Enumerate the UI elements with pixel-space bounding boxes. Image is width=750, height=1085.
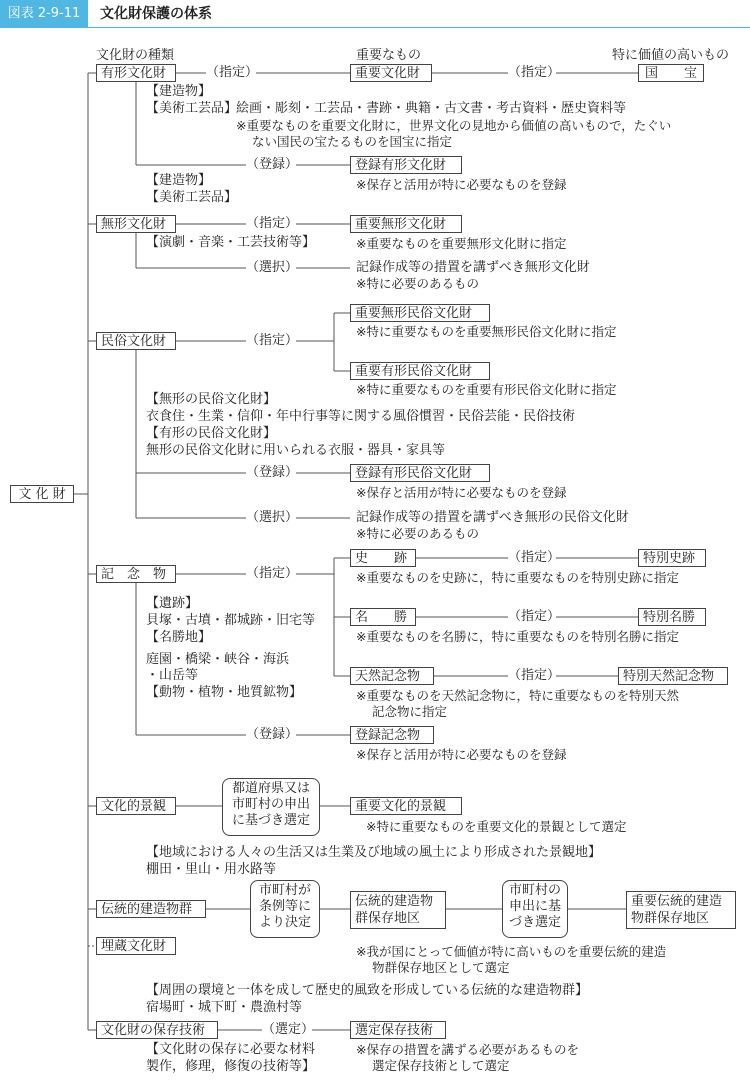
column-most-valuable: 特に価値の高いもの bbox=[612, 48, 730, 63]
folk-cat-intangible: 【無形の民俗文化財】 bbox=[146, 392, 277, 407]
important-preservation-district-line-1: 重要伝統的建造 bbox=[631, 894, 723, 909]
important-intangible-folk-note: ※特に重要なものを重要無形民俗文化財に指定 bbox=[356, 324, 617, 339]
traditional-buildings-box: 伝統的建造物群 bbox=[96, 900, 206, 918]
folk-cat-tangible-items: 無形の民俗文化財に用いられる衣服・器具・家具等 bbox=[146, 443, 446, 458]
landscape-cat-items: 棚田・里山・用水路等 bbox=[146, 862, 277, 877]
important-cultural-property-box: 重要文化財 bbox=[350, 64, 432, 82]
figure-number: 図表 2-9-11 bbox=[0, 0, 88, 28]
conservation-techniques-box: 文化財の保存技術 bbox=[96, 1021, 218, 1039]
scenic-beauty-designate: （指定） bbox=[508, 609, 561, 624]
techniques-cat-2: 製作，修理，修復の技術等】 bbox=[146, 1059, 316, 1074]
tangible-note-2: ない国民の宝たるものを国宝に指定 bbox=[252, 134, 453, 149]
folk-register: （登録） bbox=[246, 465, 299, 480]
historic-site-note: ※重要なものを史跡に，特に重要なものを特別史跡に指定 bbox=[356, 570, 679, 585]
techniques-note-1: ※保存の措置を講ずる必要があるものを bbox=[356, 1042, 579, 1057]
districts-process-2-line-3: づき選定 bbox=[508, 915, 561, 930]
important-tangible-folk-note: ※特に重要なものを重要有形民俗文化財に指定 bbox=[356, 382, 617, 397]
preservation-district-line-1: 伝統的建造物 bbox=[355, 894, 434, 909]
registered-cat-buildings: 【建造物】 bbox=[146, 173, 212, 188]
scenic-beauty-box: 名 勝 bbox=[350, 608, 416, 626]
districts-note-1: ※我が国にとって価値が特に高いものを重要伝統的建造 bbox=[356, 944, 667, 959]
registered-tangible-box: 登録有形文化財 bbox=[350, 156, 462, 174]
tangible-box: 有形文化財 bbox=[96, 64, 176, 82]
special-historic-site-box: 特別史跡 bbox=[638, 549, 706, 567]
districts-process-box-1 bbox=[250, 880, 320, 938]
districts-process-1-line-1: 市町村が bbox=[258, 883, 311, 898]
column-important: 重要なもの bbox=[356, 48, 422, 63]
national-treasure-box: 国 宝 bbox=[638, 64, 704, 82]
registered-tangible-note: ※保存と活用が特に必要なものを登録 bbox=[356, 177, 567, 192]
registered-monument-box: 登録記念物 bbox=[350, 726, 434, 744]
registered-folk-box: 登録有形民俗文化財 bbox=[350, 464, 490, 482]
historic-site-designate: （指定） bbox=[508, 550, 561, 565]
tangible-register: （登録） bbox=[246, 157, 299, 172]
scenic-beauty-note: ※重要なものを名勝に，特に重要なものを特別名勝に指定 bbox=[356, 629, 679, 644]
important-preservation-district-box bbox=[626, 891, 736, 929]
tangible-designate: （指定） bbox=[206, 65, 259, 80]
monuments-cat-nature: 【動物・植物・地質鉱物】 bbox=[146, 685, 303, 700]
important-intangible-folk-box: 重要無形民俗文化財 bbox=[350, 304, 490, 322]
national-treasure-designate: （指定） bbox=[508, 65, 561, 80]
folk-cat-intangible-items: 衣食住・生業・信仰・年中行事等に関する風俗慣習・民俗芸能・民俗技術 bbox=[146, 409, 576, 424]
monuments-cat-scenic-items-1: 庭園・橋梁・峡谷・海浜 bbox=[146, 652, 290, 667]
figure-title: 文化財保護の体系 bbox=[100, 6, 212, 22]
districts-process-1-line-3: より決定 bbox=[258, 915, 311, 930]
landscape-cat: 【地域における人々の生活又は生業及び地域の風土により形成された景観地】 bbox=[146, 845, 602, 860]
intangible-designate: （指定） bbox=[246, 216, 299, 231]
registered-cat-arts: 【美術工芸品】 bbox=[146, 190, 238, 205]
tangible-note-1: ※重要なものを重要文化財に，世界文化の見地から価値の高いもので，たぐい bbox=[236, 118, 672, 133]
root-cultural-properties: 文 化 財 bbox=[10, 485, 74, 503]
techniques-select: （選定） bbox=[262, 1022, 315, 1037]
special-natural-monument-box: 特別天然記念物 bbox=[618, 667, 728, 685]
special-scenic-beauty-box: 特別名勝 bbox=[638, 608, 706, 626]
preservation-district-line-2: 群保存地区 bbox=[355, 911, 421, 926]
historic-site-box: 史 跡 bbox=[350, 549, 416, 567]
monuments-designate: （指定） bbox=[246, 566, 299, 581]
registered-folk-note: ※保存と活用が特に必要なものを登録 bbox=[356, 485, 567, 500]
preservation-district-box bbox=[350, 891, 446, 929]
landscape-process-line-2: 市町村の申出 bbox=[231, 797, 310, 812]
districts-process-2-line-1: 市町村の bbox=[508, 883, 561, 898]
districts-note-2: 物群保存地区として選定 bbox=[372, 960, 510, 975]
intangible-box: 無形文化財 bbox=[96, 215, 176, 233]
districts-process-box-2 bbox=[502, 880, 568, 938]
tangible-cat-arts: 【美術工芸品】 bbox=[146, 101, 238, 116]
intangible-cat: 【演劇・音楽・工芸技術等】 bbox=[146, 235, 316, 250]
important-landscape-note: ※特に重要なものを重要文化的景観として選定 bbox=[366, 819, 627, 834]
monuments-cat-scenic-items-2: ・山岳等 bbox=[146, 668, 199, 683]
landscape-process-line-1: 都道府県又は bbox=[231, 781, 310, 796]
districts-cat-items: 宿場町・城下町・農漁村等 bbox=[146, 1000, 303, 1015]
techniques-cat-1: 【文化財の保存に必要な材料 bbox=[146, 1042, 316, 1057]
natural-monument-box: 天然記念物 bbox=[350, 667, 434, 685]
folk-cat-tangible: 【有形の民俗文化財】 bbox=[146, 426, 277, 441]
intangible-select: （選択） bbox=[246, 260, 299, 275]
folk-box: 民俗文化財 bbox=[96, 332, 176, 350]
districts-process-1-line-2: 条例等に bbox=[258, 899, 311, 914]
selected-techniques-box: 選定保存技術 bbox=[350, 1021, 446, 1039]
landscape-process-box bbox=[222, 778, 320, 836]
important-tangible-folk-box: 重要有形民俗文化財 bbox=[350, 362, 490, 380]
techniques-note-2: 選定保存技術として選定 bbox=[372, 1058, 510, 1073]
natural-monument-note-1: ※重要なものを天然記念物に，特に重要なものを特別天然 bbox=[356, 688, 679, 703]
folk-select-text: 記録作成等の措置を講ずべき無形の民俗文化財 bbox=[356, 510, 629, 525]
monuments-cat-sites: 【遺跡】 bbox=[146, 596, 199, 611]
intangible-select-note: ※特に必要のあるもの bbox=[356, 276, 479, 291]
buried-property-box: 埋蔵文化財 bbox=[96, 937, 176, 955]
folk-designate: （指定） bbox=[246, 333, 299, 348]
monuments-register: （登録） bbox=[246, 727, 299, 742]
districts-cat: 【周囲の環境と一体を成して歴史的風致を形成している伝統的な建造物群】 bbox=[146, 983, 589, 998]
landscape-process-line-3: に基づき選定 bbox=[231, 813, 310, 828]
important-intangible-box: 重要無形文化財 bbox=[350, 215, 462, 233]
important-intangible-note: ※重要なものを重要無形文化財に指定 bbox=[356, 236, 567, 251]
tangible-arts-items: 絵画・彫刻・工芸品・書跡・典籍・古文書・考古資料・歴史資料等 bbox=[236, 101, 627, 116]
landscape-box: 文化的景観 bbox=[96, 797, 176, 815]
monuments-cat-scenic: 【名勝地】 bbox=[146, 630, 212, 645]
important-preservation-district-line-2: 物群保存地区 bbox=[631, 911, 710, 926]
natural-monument-designate: （指定） bbox=[508, 668, 561, 683]
important-landscape-box: 重要文化的景観 bbox=[350, 797, 462, 815]
folk-select-note: ※特に必要のあるもの bbox=[356, 526, 479, 541]
folk-select: （選択） bbox=[246, 510, 299, 525]
monuments-cat-sites-items: 貝塚・古墳・都城跡・旧宅等 bbox=[146, 613, 316, 628]
natural-monument-note-2: 記念物に指定 bbox=[372, 704, 448, 719]
registered-monument-note: ※保存と活用が特に必要なものを登録 bbox=[356, 747, 567, 762]
monuments-box: 記 念 物 bbox=[96, 565, 176, 583]
districts-process-2-line-2: 申出に基 bbox=[508, 899, 561, 914]
intangible-select-text: 記録作成等の措置を講ずべき無形文化財 bbox=[356, 260, 590, 275]
tangible-cat-buildings: 【建造物】 bbox=[146, 84, 212, 99]
column-types: 文化財の種類 bbox=[96, 48, 175, 63]
